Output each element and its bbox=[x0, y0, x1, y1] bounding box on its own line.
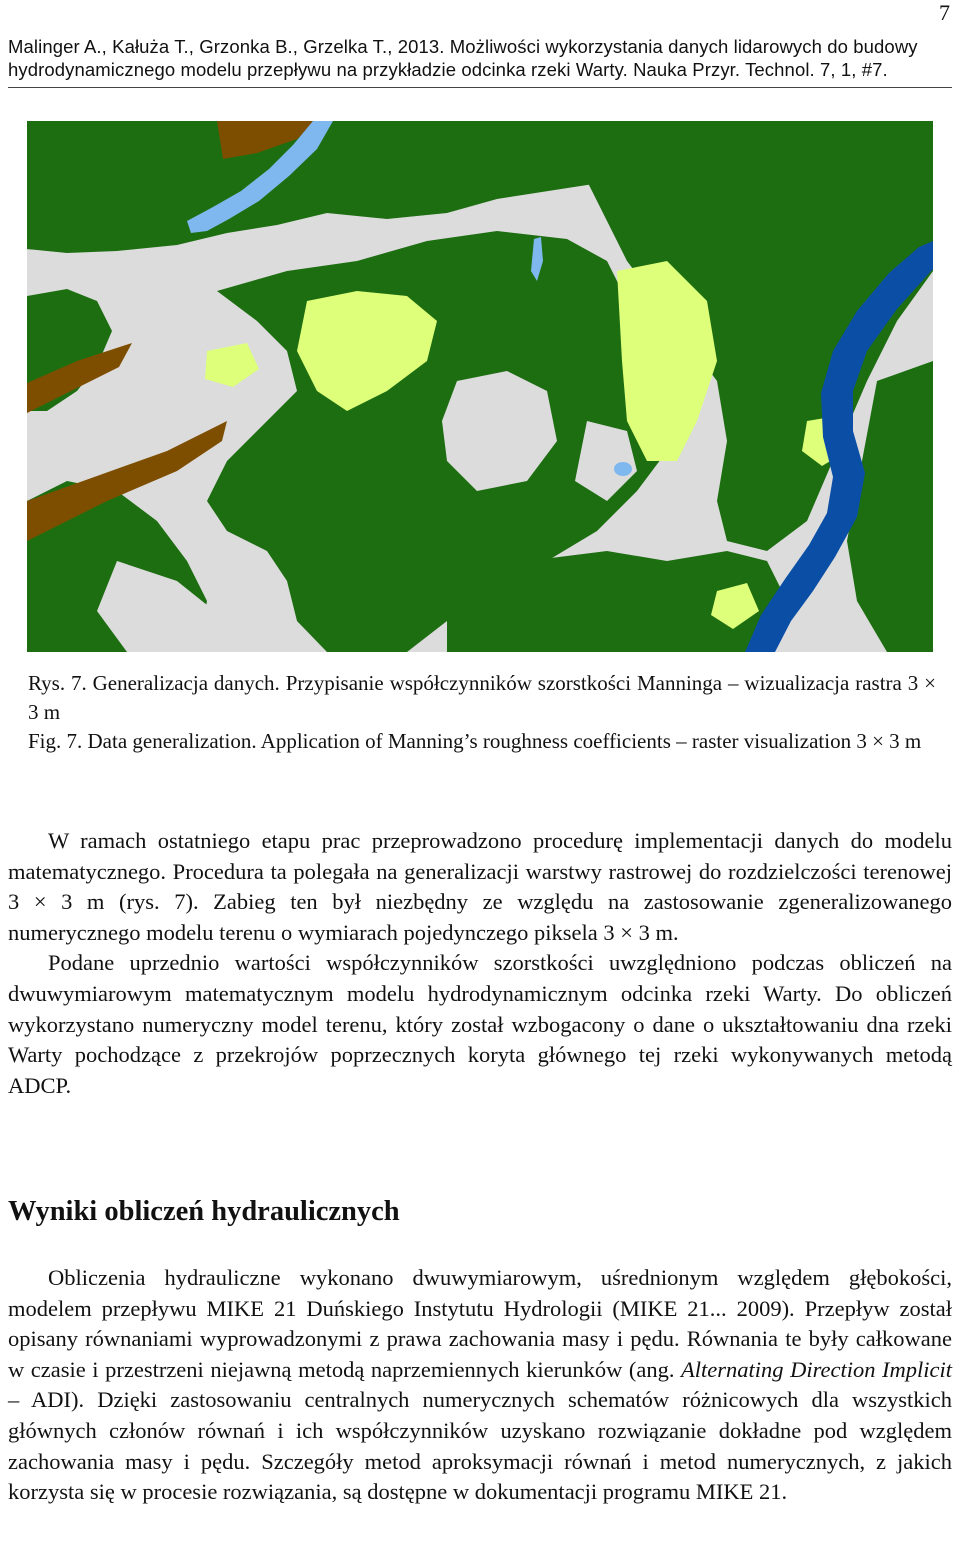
running-header: Malinger A., Kałuża T., Grzonka B., Grzelka T., 2013. Możliwości wykorzystania danych lidarowych do budowy hydrodynamicznego modelu przepływu na przykładzie odcinka rzeki Warty. Nauka Przyr. Technol. 7, 1, #7. bbox=[8, 36, 918, 80]
caption-en: Fig. 7. Data generalization. Application of Manning’s roughness coefficients – raster visualization 3 × 3 m bbox=[28, 729, 922, 753]
paragraph-3-text-a: Obliczenia hydrauliczne wykonano dwuwymiarowym, uśrednionym względem głębokości, modelem przepływu MIKE 21 Duńskiego Instytutu Hydrologii (MIKE 21... 2009). Przepływ został opisany równaniami wyprowadzonymi z prawa zachowania masy i pędu. Równania te były całkowane w czasie i przestrzeni niejawną metodą naprzemiennych kierunków (ang. bbox=[8, 1265, 952, 1382]
caption-pl: Rys. 7. Generalizacja danych. Przypisanie współczynników szorstkości Manninga – wizualizacja rastra 3 × 3 m bbox=[28, 671, 936, 724]
body-section-2 bbox=[8, 1263, 952, 1508]
paragraph-2: Podane uprzednio wartości współczynników szorstkości uwzględniono podczas obliczeń na dwuwymiarowym matematycznym modelu hydrodynamicznym odcinka rzeki Warty. Do obliczeń wykorzystano numeryczny model terenu, który został wzbogacony o dane o ukształtowaniu dna rzeki Warty pochodzące z przekrojów poprzecznych koryta głównego tej rzeki wykonywanych metodą ADCP. bbox=[8, 950, 952, 1098]
raster-map bbox=[27, 121, 933, 652]
water-pond-2 bbox=[614, 462, 632, 476]
roughness-raster-figure bbox=[27, 121, 933, 652]
paragraph-1: W ramach ostatniego etapu prac przeprowadzono procedurę implementacji danych do modelu matematycznego. Procedura ta polegała na generalizacji warstwy rastrowej do rozdzielczości terenowej 3 × 3 m (rys. 7). Zabieg ten był niezbędny ze względu na zastosowanie zgeneralizowanego numerycznego modelu terenu o wymiarach pojedynczego piksela 3 × 3 m. bbox=[8, 828, 952, 945]
body-section-1 bbox=[8, 826, 952, 1101]
paragraph-3-italic-term: Alternating Direction Implicit bbox=[681, 1356, 952, 1382]
paragraph-3 bbox=[8, 1263, 952, 1508]
page-number: 7 bbox=[939, 0, 950, 25]
header-rule bbox=[8, 87, 952, 88]
section-heading: Wyniki obliczeń hydraulicznych bbox=[8, 1196, 400, 1227]
figure-caption bbox=[28, 669, 936, 756]
paragraph-3-text-b: – ADI). Dzięki zastosowaniu centralnych numerycznych schematów różnicowych dla wszystkich głównych członów równań i ich współczynników uzyskano rozwiązanie dokładne pod względem zachowania masy i pędu. Szczegóły metod aproksymacji równań i metod numerycznych, z jakich korzysta się w procesie rozwiązania, są dostępne w dokumentacji programu MIKE 21. bbox=[8, 1387, 952, 1505]
